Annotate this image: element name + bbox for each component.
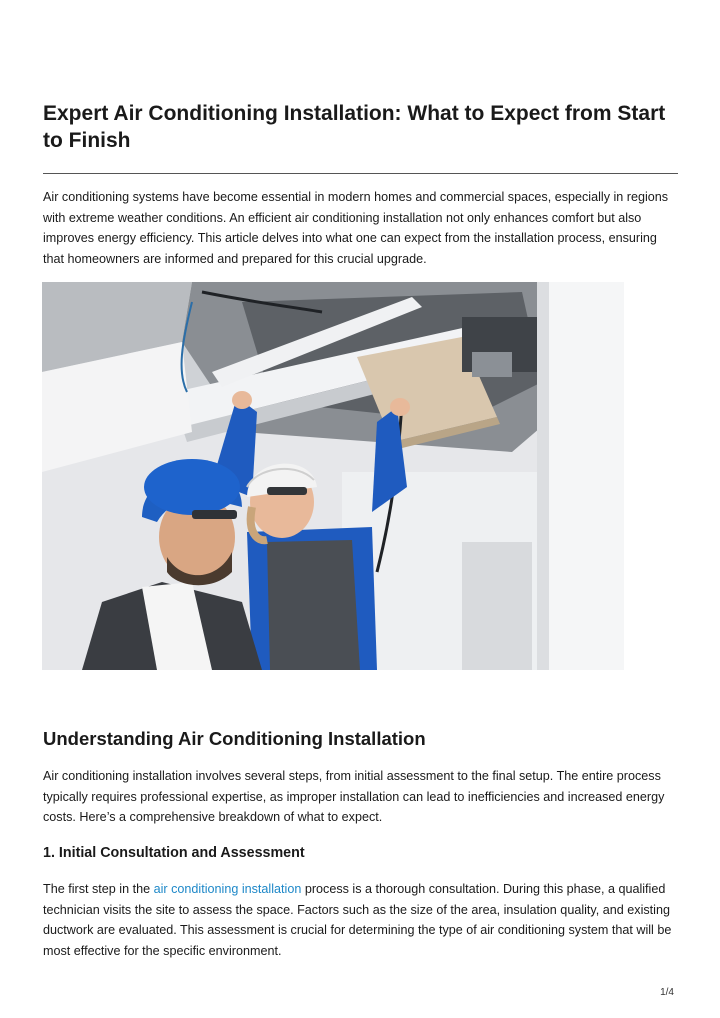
page-number: 1/4 [660, 987, 674, 998]
section-paragraph: Air conditioning installation involves several steps, from initial assessment to the final setup. The entire process typically requires professional expertise, as improper installation can lead to inefficiencies and increased energy costs. Here’s a comprehensive breakdown of what to expect. [43, 769, 665, 825]
step-subheading: 1. Initial Consultation and Assessment [43, 845, 305, 861]
step1-text-after: process is a thorough consultation. During this phase, a qualified technician visits the site to assess the space. Factors such as the size of the area, insulation quality, and existing ductwork are evaluated. This assessment is crucial for determining the type of air conditioning system that will be most effective for the specific environment. [43, 882, 672, 959]
article-title: Expert Air Conditioning Installation: What to Expect from Start to Finish [43, 102, 666, 152]
intro-paragraph: Air conditioning systems have become essential in modern homes and commercial spaces, especially in regions with extreme weather conditions. An efficient air conditioning installation not only enhances comfort but also improves energy efficiency. This article delves into what one can expect from the installation process, ensuring that homeowners are informed and prepared for this crucial upgrade. [43, 190, 669, 267]
photo-technicians-installing-ceiling-duct-icon [42, 282, 624, 670]
air-conditioning-installation-link[interactable]: air conditioning installation [153, 882, 302, 896]
section-heading: Understanding Air Conditioning Installation [43, 728, 426, 749]
title-divider [43, 173, 678, 174]
hero-photo [42, 282, 624, 670]
step1-text-before: The first step in the [43, 882, 154, 896]
step1-paragraph [43, 879, 679, 962]
